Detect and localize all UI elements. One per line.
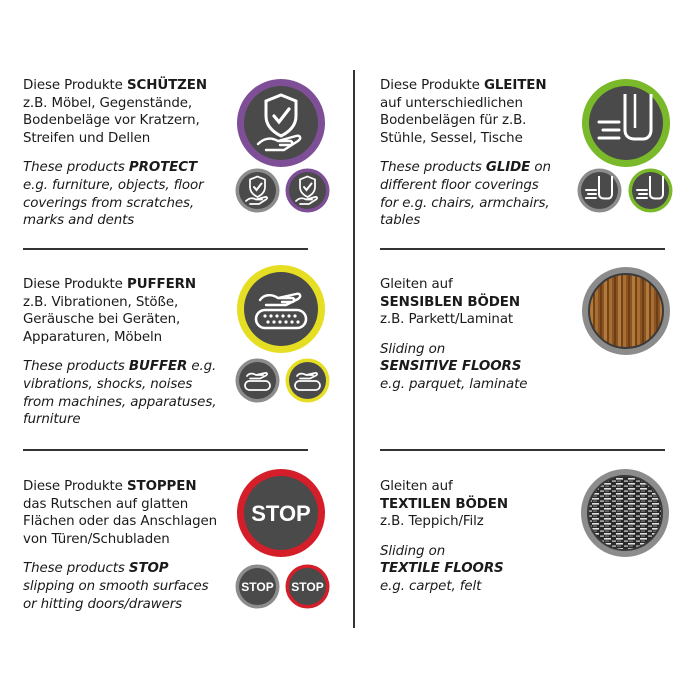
glide-icon-green — [628, 168, 673, 213]
protect-en-keyword: PROTECT — [128, 160, 197, 176]
textile-en-prefix: Sliding on — [380, 543, 446, 559]
sensitive-de-description: z.B. Parkett/Laminat — [380, 312, 514, 328]
parquet-floor-icon — [581, 266, 671, 356]
glide-icon — [581, 78, 671, 168]
buffer-icon — [236, 264, 326, 354]
divider-left-1 — [23, 248, 308, 250]
stop-icon-red-label: STOP — [291, 580, 324, 594]
glide-en-keyword: GLIDE — [485, 160, 531, 176]
stop-text — [23, 478, 217, 613]
stop-en-prefix: These products — [23, 561, 129, 577]
stop-de-description: das Rutschen auf glatten Flächen oder das Anschlagen von Türen/Schubladen — [23, 496, 218, 547]
sensitive-en-keyword: SENSITIVE FLOORS — [380, 359, 522, 375]
buffer-de-prefix: Diese Produkte — [23, 277, 127, 292]
textile-de-keyword: TEXTILEN BÖDEN — [380, 496, 508, 512]
protect-de-prefix: Diese Produkte — [23, 78, 127, 93]
buffer-icon-yellow — [285, 358, 330, 403]
buffer-en-keyword: BUFFER — [128, 359, 188, 375]
glide-en-prefix: These products — [380, 160, 486, 176]
buffer-de-text — [23, 276, 216, 346]
glide-en-description: on different floor coverings for e.g. chairs, armchairs, tables — [380, 160, 551, 229]
protect-text — [23, 77, 207, 230]
protect-de-keyword: SCHÜTZEN — [126, 78, 207, 93]
buffer-en-prefix: These products — [23, 359, 129, 375]
textile-floors-text — [380, 478, 508, 596]
buffer-en-text — [23, 358, 216, 428]
carpet-floor-icon — [580, 468, 670, 558]
divider-right-2 — [380, 449, 665, 451]
divider-left-2 — [23, 449, 308, 451]
glide-text — [380, 77, 551, 230]
stop-de-text — [23, 478, 217, 548]
stop-de-keyword: STOPPEN — [126, 479, 197, 494]
textile-de-prefix: Gleiten auf — [380, 479, 453, 494]
stop-icon-label: STOP — [251, 501, 311, 526]
stop-de-prefix: Diese Produkte — [23, 479, 127, 494]
sensitive-en-text — [380, 341, 527, 394]
stop-icon-gray-label: STOP — [241, 580, 274, 594]
protect-icon-gray — [235, 168, 280, 213]
stop-en-text — [23, 560, 217, 613]
protect-en-prefix: These products — [23, 160, 129, 176]
textile-en-text — [380, 543, 508, 596]
textile-en-description: e.g. carpet, felt — [380, 578, 482, 594]
sensitive-de-text — [380, 276, 527, 329]
stop-icon-red — [285, 564, 330, 609]
buffer-en-description: e.g. vibrations, shocks, noises from machines, apparatuses, furniture — [23, 359, 217, 428]
protect-de-description: z.B. Möbel, Gegenstände, Bodenbeläge vor Kratzern, Streifen und Dellen — [23, 95, 200, 146]
protect-icon — [236, 78, 326, 168]
textile-en-keyword: TEXTILE FLOORS — [380, 561, 504, 577]
textile-de-description: z.B. Teppich/Filz — [380, 514, 484, 530]
protect-icon-purple — [285, 168, 330, 213]
sensitive-en-prefix: Sliding on — [380, 341, 446, 357]
stop-en-description: slipping on smooth surfaces or hitting doors/drawers — [23, 578, 209, 612]
protect-en-description: e.g. furniture, objects, floor coverings from scratches, marks and dents — [23, 177, 204, 229]
stop-icon-gray — [235, 564, 280, 609]
textile-de-text — [380, 478, 508, 531]
sensitive-floors-text — [380, 276, 527, 394]
column-divider — [353, 70, 355, 628]
glide-de-text — [380, 77, 551, 147]
glide-de-prefix: Diese Produkte — [380, 78, 484, 93]
buffer-text — [23, 276, 216, 429]
stop-en-keyword: STOP — [128, 561, 169, 577]
glide-de-description: auf unterschiedlichen Bodenbelägen für z.B. Stühle, Sessel, Tische — [380, 95, 527, 146]
glide-de-keyword: GLEITEN — [483, 78, 547, 93]
stop-icon — [236, 468, 326, 558]
buffer-de-description: z.B. Vibrationen, Stöße, Geräusche bei Geräten, Apparaturen, Möbeln — [23, 294, 181, 345]
protect-en-text — [23, 159, 207, 229]
protect-de-text — [23, 77, 207, 147]
sensitive-en-description: e.g. parquet, laminate — [380, 376, 528, 392]
glide-icon-gray — [577, 168, 622, 213]
buffer-icon-gray — [235, 358, 280, 403]
divider-right-1 — [380, 248, 665, 250]
sensitive-de-prefix: Gleiten auf — [380, 277, 453, 292]
buffer-de-keyword: PUFFERN — [126, 277, 196, 292]
sensitive-de-keyword: SENSIBLEN BÖDEN — [380, 294, 520, 310]
glide-en-text — [380, 159, 551, 229]
